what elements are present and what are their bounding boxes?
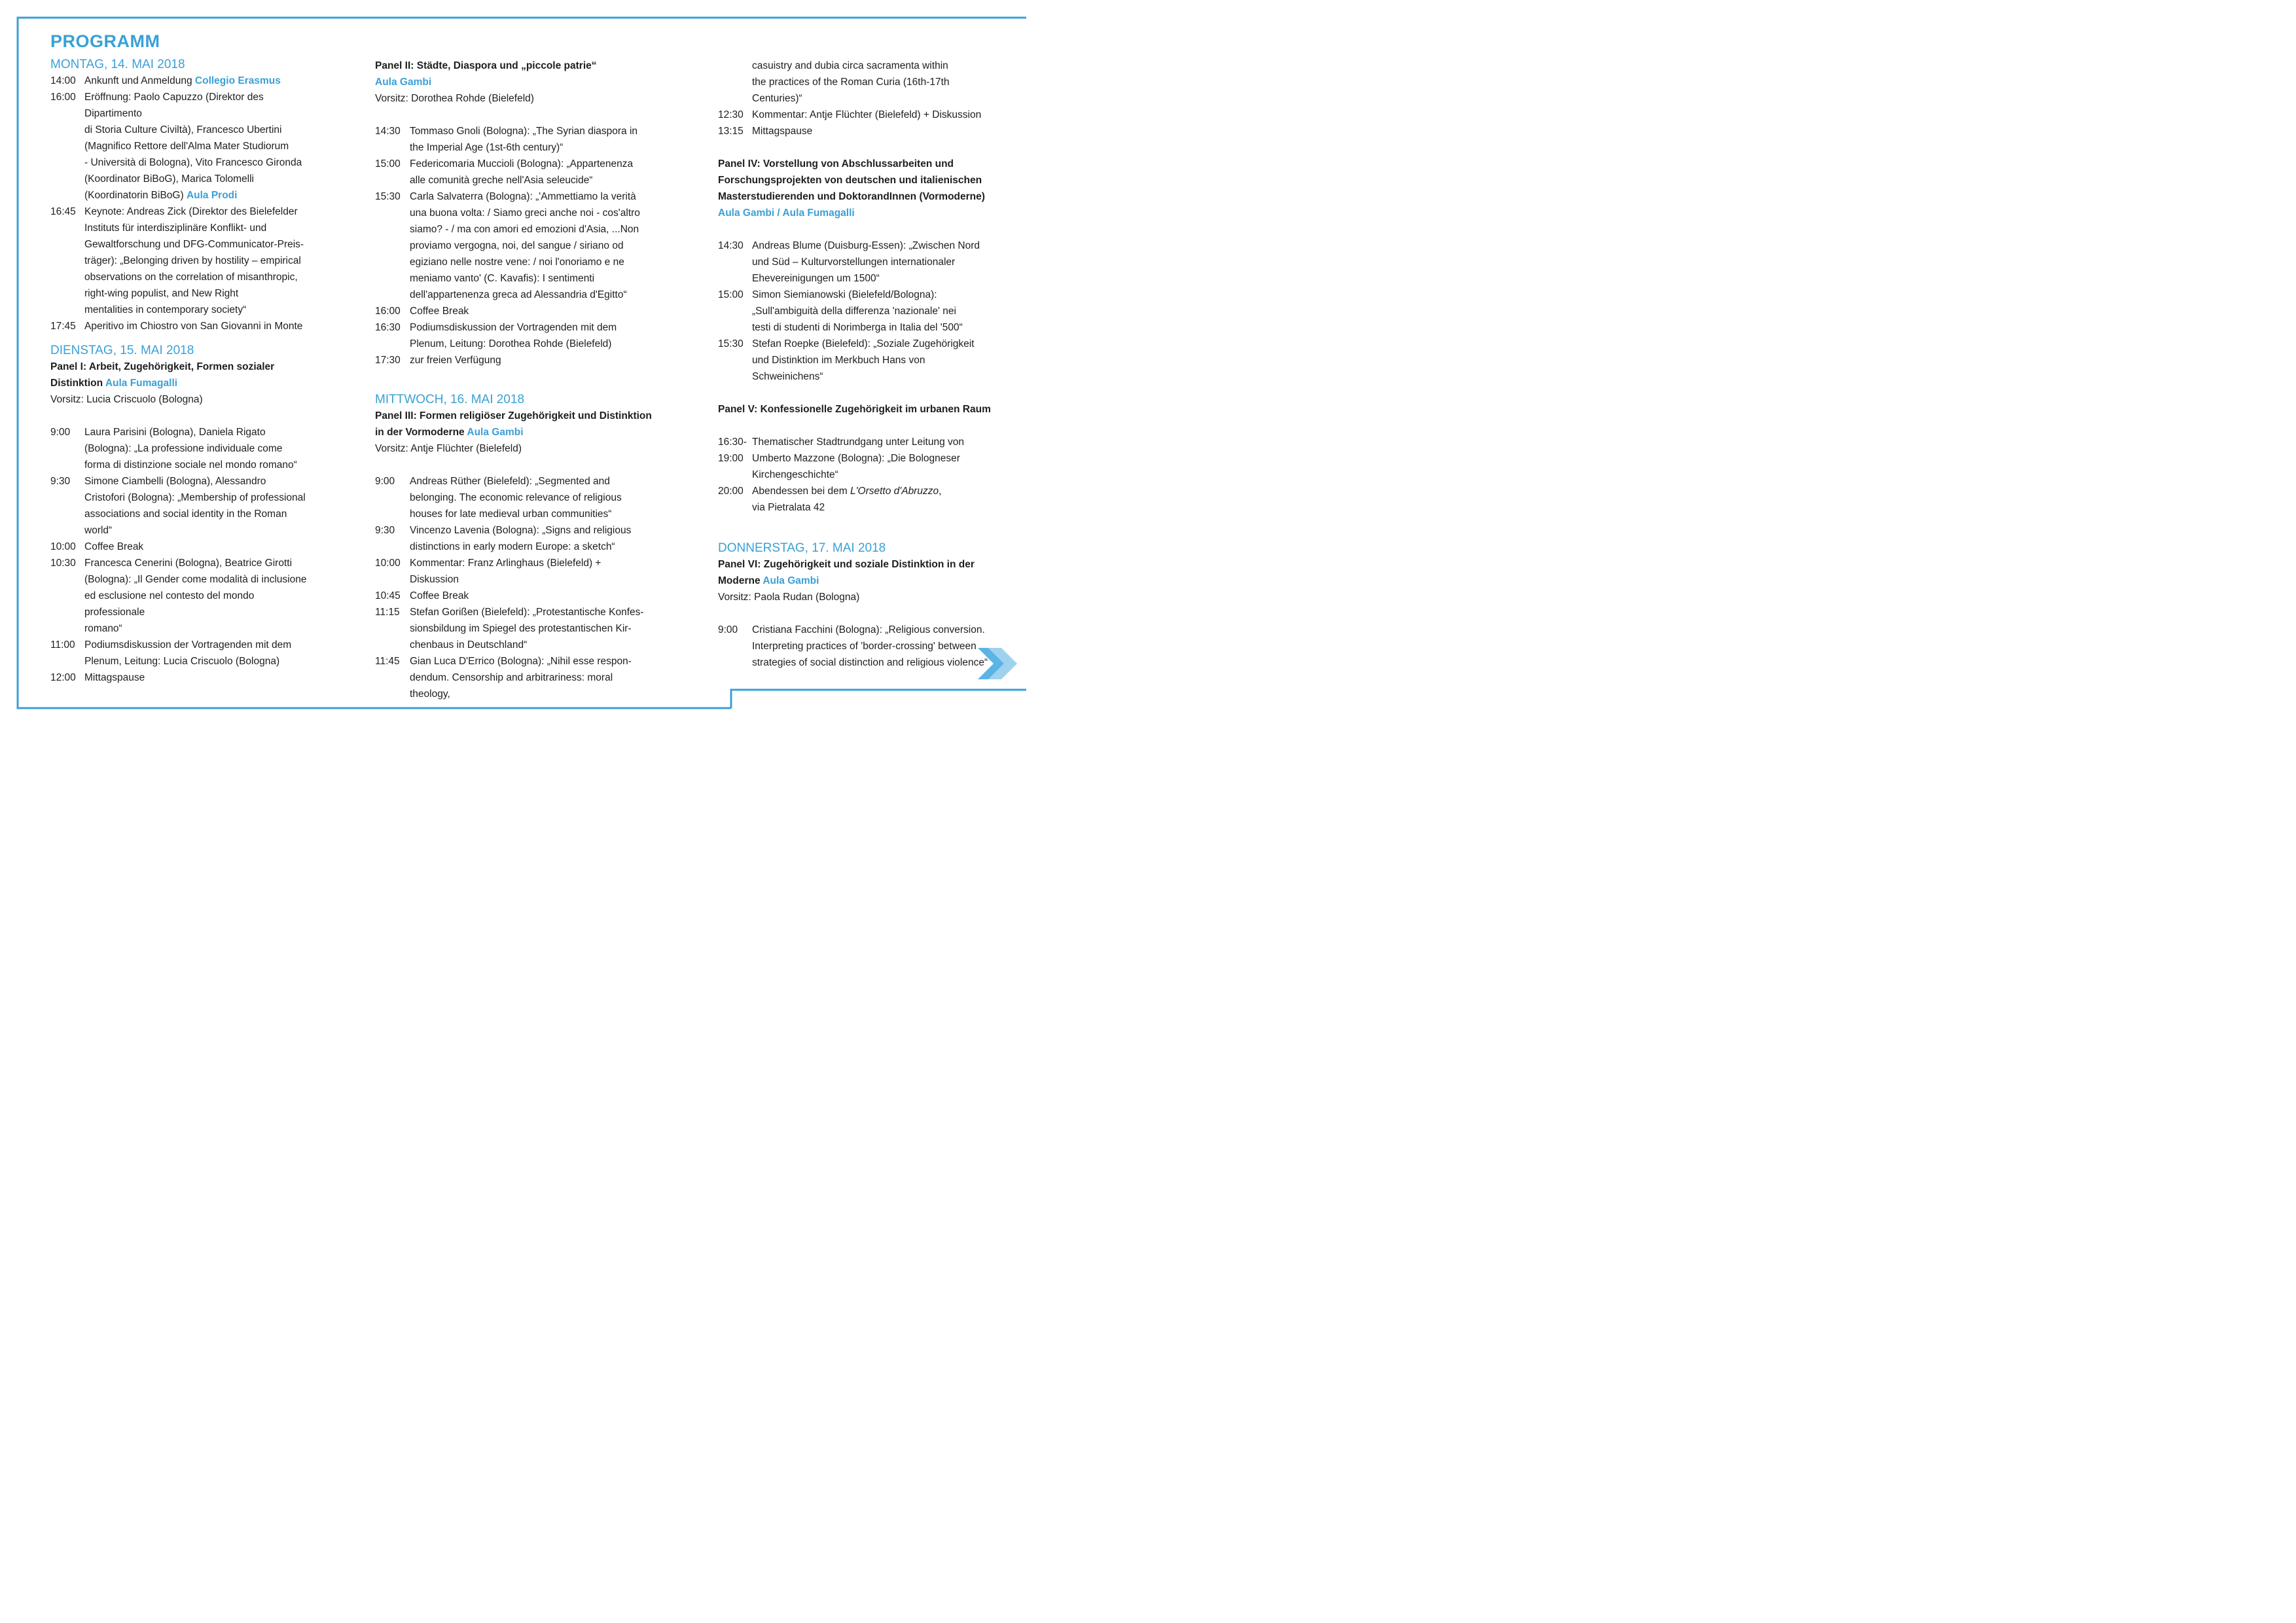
entry-time: 9:30 <box>375 525 395 536</box>
schedule-entry <box>50 637 312 669</box>
entry-time: 14:30 <box>375 126 401 137</box>
entry-line: casuistry and dubia circa sacramenta within <box>752 60 948 71</box>
schedule-entry <box>375 522 653 555</box>
entry-line: (Koordinatorin BiBoG) <box>84 190 187 201</box>
panel-title: Panel I: Arbeit, Zugehörigkeit, Formen sozialer <box>50 361 275 372</box>
schedule-entry <box>375 604 653 653</box>
entry-line: Gian Luca D'Errico (Bologna): „Nihil esse respon- <box>410 656 632 667</box>
entry-time: 12:30 <box>718 109 744 120</box>
entry-line: Stefan Roepke (Bielefeld): „Soziale Zugehörigkeit <box>752 338 975 349</box>
entry-line: Stefan Gorißen (Bielefeld): „Protestantische Konfes- <box>410 607 644 618</box>
entry-time: 15:30 <box>375 191 401 202</box>
entry-line: Eröffnung: Paolo Capuzzo (Direktor des Dipartimento <box>84 92 264 119</box>
entry-line: dendum. Censorship and arbitrariness: moral theology, <box>410 672 613 700</box>
entry-line: Carla Salvaterra (Bologna): „'Ammettiamo la verità <box>410 191 636 202</box>
entry-text: Ankunft und Anmeldung <box>84 75 195 86</box>
entry-time: 10:30 <box>50 558 76 569</box>
entry-time: 15:30 <box>718 338 744 349</box>
entry-line: associations and social identity in the Roman <box>84 508 287 520</box>
entry-line: (Magnifico Rettore dell'Alma Mater Studiorum <box>84 141 289 152</box>
schedule-entry <box>375 156 653 188</box>
schedule-entry <box>375 653 653 702</box>
entry-time: 15:00 <box>375 158 401 169</box>
entry-line: proviamo vergogna, noi, del sangue / siriano od <box>410 240 624 251</box>
restaurant-name: L'Orsetto d'Abruzzo <box>850 486 939 497</box>
entry-line: Plenum, Leitung: Dorothea Rohde (Bielefeld) <box>410 338 612 349</box>
entry-line: the Imperial Age (1st-6th century)“ <box>410 142 564 153</box>
entry-line: Cristofori (Bologna): „Membership of professional <box>84 492 306 503</box>
entry-line: una buona volta: / Siamo greci anche noi - cos'altro <box>410 207 640 219</box>
entry-time: 13:15 <box>718 126 744 137</box>
entry-time: 16:30 <box>375 322 401 333</box>
entry-line: houses for late medieval urban communities“ <box>410 508 612 520</box>
entry-line: Interpreting practices of 'border-crossing' between <box>752 641 977 652</box>
entry-line: Gewaltforschung und DFG-Communicator-Preis- <box>84 239 304 250</box>
entry-line: , <box>939 486 942 497</box>
entry-line: - Università di Bologna), Vito Francesco Gironda <box>84 157 302 168</box>
schedule-entry <box>375 352 653 368</box>
entry-line: Kommentar: Franz Arlinghaus (Bielefeld) + <box>410 558 601 569</box>
entry-line: strategies of social distinction and religious violence“ <box>752 657 988 668</box>
entry-line: (Bologna): „La professione individuale come <box>84 443 283 454</box>
entry-line: world“ <box>84 525 113 536</box>
entry-text: Aperitivo im Chiostro von San Giovanni in Monte <box>84 321 303 332</box>
room-label: Aula Gambi <box>375 77 432 88</box>
entry-line: Diskussion <box>410 574 459 585</box>
schedule-entry <box>718 434 1006 450</box>
entry-line: Francesca Cenerini (Bologna), Beatrice Girotti <box>84 558 293 569</box>
entry-line: Laura Parisini (Bologna), Daniela Rigato <box>84 427 266 438</box>
entry-time: 9:00 <box>718 624 738 635</box>
entry-line: right-wing populist, and New Right <box>84 288 239 299</box>
schedule-entry <box>375 473 653 522</box>
schedule-entry <box>718 107 1006 123</box>
entry-time: 10:00 <box>375 558 401 569</box>
entry-time: 9:00 <box>50 427 71 438</box>
entry-text: Kommentar: Antje Flüchter (Bielefeld) + Diskussion <box>752 109 982 120</box>
panel-title: Distinktion <box>50 378 105 389</box>
entry-time: 16:45 <box>50 206 76 217</box>
schedule-entry <box>375 188 653 303</box>
entry-line: siamo? - / ma con amori ed emozioni d'Asia, ...Non <box>410 224 639 235</box>
entry-line: forma di distinzione sociale nel mondo romano“ <box>84 459 297 471</box>
chair-line: Vorsitz: Paola Rudan (Bologna) <box>718 592 860 603</box>
entry-time: 19:00 <box>718 453 744 464</box>
entry-time: 17:30 <box>375 355 401 366</box>
entry-line: Simone Ciambelli (Bologna), Alessandro <box>84 476 266 487</box>
panel-title: in der Vormoderne <box>375 427 467 438</box>
entry-text: Coffee Break <box>84 541 144 552</box>
chair-line: Vorsitz: Dorothea Rohde (Bielefeld) <box>375 93 534 104</box>
schedule-entry <box>50 669 312 686</box>
entry-time: 16:30- <box>718 437 747 448</box>
schedule-entry <box>718 336 1006 385</box>
entry-line: observations on the correlation of misanthropic, <box>84 272 298 283</box>
entry-time: 11:15 <box>375 607 400 618</box>
entry-line: belonging. The economic relevance of religious <box>410 492 622 503</box>
schedule-entry <box>50 89 312 204</box>
entry-line: Andreas Rüther (Bielefeld): „Segmented and <box>410 476 610 487</box>
entry-line: meniamo vanto' (C. Kavafis): I sentimenti <box>410 273 595 284</box>
entry-text: Coffee Break <box>410 306 469 317</box>
entry-line: Plenum, Leitung: Lucia Criscuolo (Bologna) <box>84 656 280 667</box>
entry-line: (Koordinator BiBoG), Marica Tolomelli <box>84 173 255 185</box>
entry-time: 16:00 <box>375 306 401 317</box>
entry-line: Andreas Blume (Duisburg-Essen): „Zwischen Nord <box>752 240 980 251</box>
schedule-entry <box>375 319 653 352</box>
entry-line: Schweinichens“ <box>752 371 823 382</box>
panel-title: Panel V: Konfessionelle Zugehörigkeit im urbanen Raum <box>718 404 991 415</box>
entry-line: und Distinktion im Merkbuch Hans von <box>752 355 925 366</box>
entry-time: 10:00 <box>50 541 76 552</box>
day-heading-thursday: DONNERSTAG, 17. MAI 2018 <box>718 541 886 555</box>
room-label: Aula Gambi <box>467 427 524 438</box>
schedule-entry <box>375 123 653 156</box>
schedule-entry <box>718 483 1006 516</box>
day-heading-monday: MONTAG, 14. MAI 2018 <box>50 58 185 71</box>
entry-line: Simon Siemianowski (Bielefeld/Bologna): <box>752 289 937 300</box>
next-page-arrow-icon <box>974 647 1020 681</box>
panel-title: Forschungsprojekten von deutschen und italienischen <box>718 175 982 186</box>
entry-line: the practices of the Roman Curia (16th-17th <box>752 77 950 88</box>
entry-time: 17:45 <box>50 321 76 332</box>
entry-line: chenbaus in Deutschland“ <box>410 639 528 651</box>
page-title: PROGRAMM <box>50 31 160 51</box>
entry-line: distinctions in early modern Europe: a sketch“ <box>410 541 615 552</box>
entry-line: mentalities in contemporary society“ <box>84 304 247 315</box>
entry-line: Federicomaria Muccioli (Bologna): „Appartenenza <box>410 158 634 169</box>
entry-line: Centuries)“ <box>752 93 802 104</box>
panel-title: Panel III: Formen religiöser Zugehörigkeit und Distinktion <box>375 410 652 421</box>
entry-line: „Sull'ambiguità della differenza 'nazionale' nei <box>752 306 956 317</box>
day-heading-wednesday: MITTWOCH, 16. MAI 2018 <box>375 393 525 406</box>
entry-text: Mittagspause <box>752 126 813 137</box>
entry-line: träger): „Belonging driven by hostility – empirical <box>84 255 301 266</box>
schedule-entry <box>718 238 1006 287</box>
entry-line: und Süd – Kulturvorstellungen internationaler <box>752 257 956 268</box>
room-label: Aula Gambi <box>762 575 819 586</box>
entry-time: 15:00 <box>718 289 744 300</box>
schedule-entry <box>50 204 312 318</box>
room-label: Aula Gambi / Aula Fumagalli <box>718 207 855 219</box>
entry-line: Ehevereinigungen um 1500“ <box>752 273 880 284</box>
schedule-entry <box>50 424 312 473</box>
entry-time: 11:00 <box>50 639 75 651</box>
entry-line: Abendessen bei dem <box>752 486 850 497</box>
entry-line: di Storia Culture Civiltà), Francesco Ubertini <box>84 124 282 135</box>
entry-line: Vincenzo Lavenia (Bologna): „Signs and religious <box>410 525 632 536</box>
entry-line: sionsbildung im Spiegel des protestantischen Kir- <box>410 623 632 634</box>
schedule-entry <box>718 287 1006 336</box>
day-heading-tuesday: DIENSTAG, 15. MAI 2018 <box>50 344 194 357</box>
entry-line: alle comunità greche nell'Asia seleucide“ <box>410 175 593 186</box>
entry-time: 12:00 <box>50 672 76 683</box>
entry-time: 14:00 <box>50 75 76 86</box>
entry-line: Instituts für interdisziplinäre Konflikt- und <box>84 223 267 234</box>
entry-line: ed esclusione nel contesto del mondo professionale <box>84 590 255 618</box>
entry-time: 14:30 <box>718 240 744 251</box>
schedule-entry-continued <box>718 58 1006 107</box>
entry-time: 20:00 <box>718 486 744 497</box>
schedule-entry <box>375 588 653 604</box>
schedule-entry <box>718 622 1006 671</box>
schedule-entry <box>375 555 653 588</box>
entry-line: Umberto Mazzone (Bologna): „Die Bologneser <box>752 453 960 464</box>
entry-line: Podiumsdiskussion der Vortragenden mit dem <box>84 639 292 651</box>
entry-time: 9:00 <box>375 476 395 487</box>
schedule-entry <box>50 539 312 555</box>
entry-text: Mittagspause <box>84 672 145 683</box>
entry-line: Tommaso Gnoli (Bologna): „The Syrian diaspora in <box>410 126 638 137</box>
entry-line: Keynote: Andreas Zick (Direktor des Bielefelder <box>84 206 298 217</box>
schedule-entry <box>50 318 312 334</box>
entry-line: testi di studenti di Norimberga in Italia del '500“ <box>752 322 963 333</box>
entry-time: 10:45 <box>375 590 401 601</box>
schedule-entry <box>718 450 1006 483</box>
schedule-entry <box>375 303 653 319</box>
entry-time: 16:00 <box>50 92 76 103</box>
entry-line: Kirchengeschichte“ <box>752 469 838 480</box>
entry-line: dell'appartenenza greca ad Alessandria d'Egitto“ <box>410 289 627 300</box>
room-label: Aula Prodi <box>186 190 238 201</box>
schedule-entry <box>50 555 312 637</box>
entry-text: Thematischer Stadtrundgang unter Leitung von <box>752 437 964 448</box>
panel-title: Panel VI: Zugehörigkeit und soziale Distinktion in der <box>718 559 975 570</box>
entry-line: romano“ <box>84 623 122 634</box>
room-label: Collegio Erasmus <box>194 75 281 86</box>
entry-line: egiziano nelle nostre vene: / noi l'onoriamo e ne <box>410 257 624 268</box>
entry-line: via Pietralata 42 <box>752 502 825 513</box>
entry-line: (Bologna): „Il Gender come modalità di inclusione <box>84 574 307 585</box>
entry-line: Podiumsdiskussion der Vortragenden mit dem <box>410 322 617 333</box>
chair-line: Vorsitz: Antje Flüchter (Bielefeld) <box>375 443 522 454</box>
chair-line: Vorsitz: Lucia Criscuolo (Bologna) <box>50 394 203 405</box>
panel-title: Masterstudierenden und DoktorandInnen (Vormoderne) <box>718 191 985 202</box>
entry-text: Coffee Break <box>410 590 469 601</box>
panel-title: Panel IV: Vorstellung von Abschlussarbeiten und <box>718 158 954 169</box>
entry-time: 9:30 <box>50 476 71 487</box>
schedule-entry <box>50 473 312 539</box>
panel-title: Panel II: Städte, Diaspora und „piccole patrie“ <box>375 60 597 71</box>
schedule-entry <box>50 73 312 89</box>
schedule-entry <box>718 123 1006 139</box>
entry-line: Cristiana Facchini (Bologna): „Religious conversion. <box>752 624 985 635</box>
panel-title: Moderne <box>718 575 763 586</box>
entry-time: 11:45 <box>375 656 400 667</box>
entry-text: zur freien Verfügung <box>410 355 501 366</box>
room-label: Aula Fumagalli <box>105 378 178 389</box>
